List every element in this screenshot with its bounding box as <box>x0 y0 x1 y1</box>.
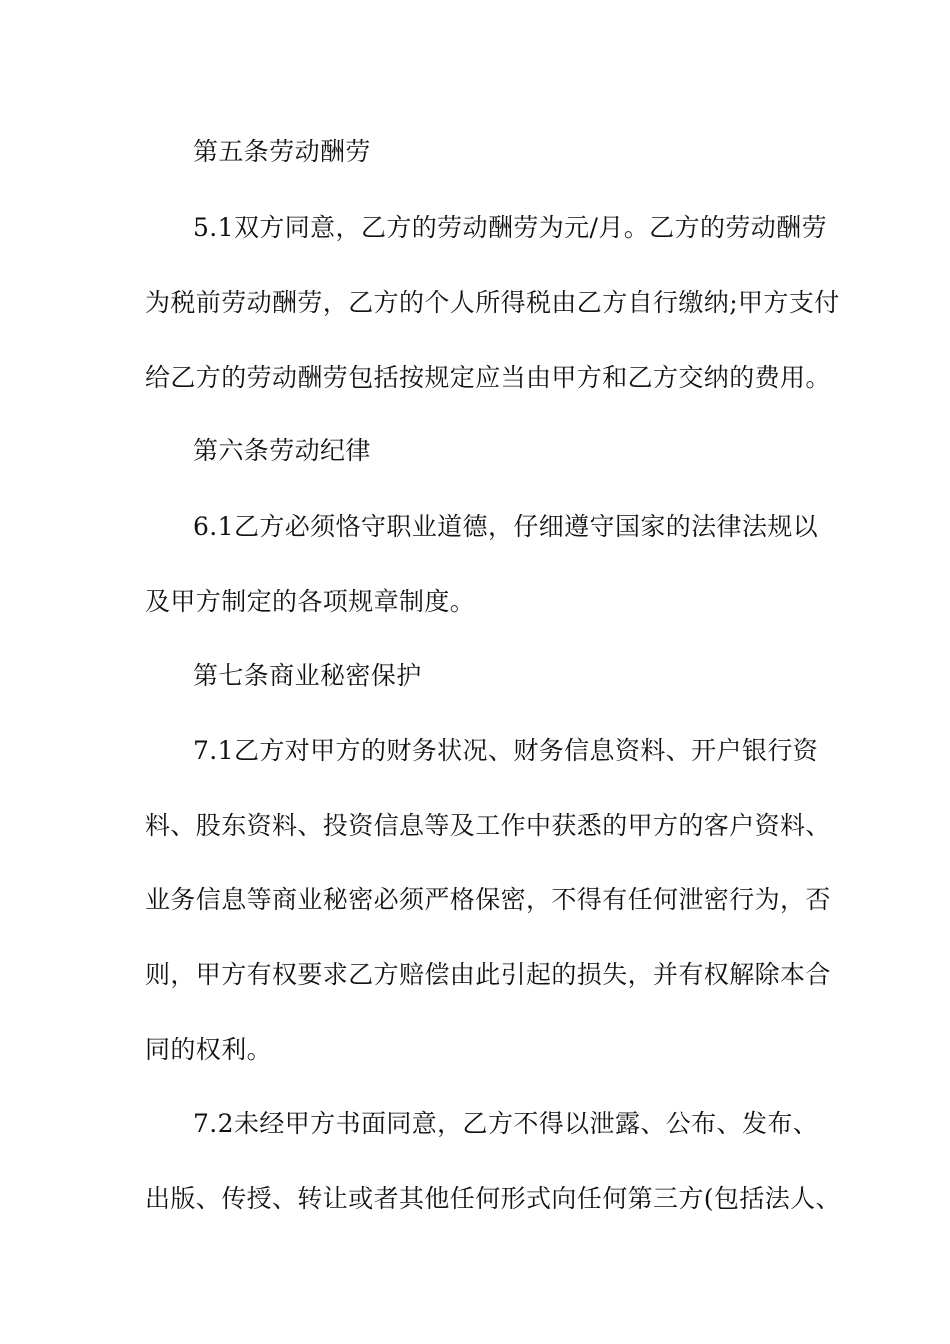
paragraph-line: 7.1乙方对甲方的财务状况、财务信息资料、开户银行资 <box>193 736 819 765</box>
paragraph-line: 出版、传授、转让或者其他任何形式向任何第三方(包括法人、 <box>145 1184 841 1213</box>
paragraph-line: 为税前劳动酬劳，乙方的个人所得税由乙方自行缴纳;甲方支付 <box>145 288 840 317</box>
paragraph-line: 业务信息等商业秘密必须严格保密，不得有任何泄密行为，否 <box>145 885 831 914</box>
section-heading-7: 第七条商业秘密保护 <box>193 661 422 690</box>
paragraph-line: 7.2未经甲方书面同意，乙方不得以泄露、公布、发布、 <box>193 1109 819 1138</box>
paragraph-line: 料、股东资料、投资信息等及工作中获悉的甲方的客户资料、 <box>145 811 831 840</box>
paragraph-line: 6.1乙方必须恪守职业道德，仔细遵守国家的法律法规以 <box>193 512 819 541</box>
paragraph-line: 及甲方制定的各项规章制度。 <box>145 587 476 616</box>
section-heading-6: 第六条劳动纪律 <box>193 436 371 465</box>
paragraph-line: 同的权利。 <box>145 1035 273 1064</box>
paragraph-line: 5.1双方同意，乙方的劳动酬劳为元/月。乙方的劳动酬劳 <box>193 213 827 242</box>
paragraph-line: 则，甲方有权要求乙方赔偿由此引起的损失，并有权解除本合 <box>145 960 831 989</box>
paragraph-line: 给乙方的劳动酬劳包括按规定应当由甲方和乙方交纳的费用。 <box>145 363 831 392</box>
section-heading-5: 第五条劳动酬劳 <box>193 137 371 166</box>
